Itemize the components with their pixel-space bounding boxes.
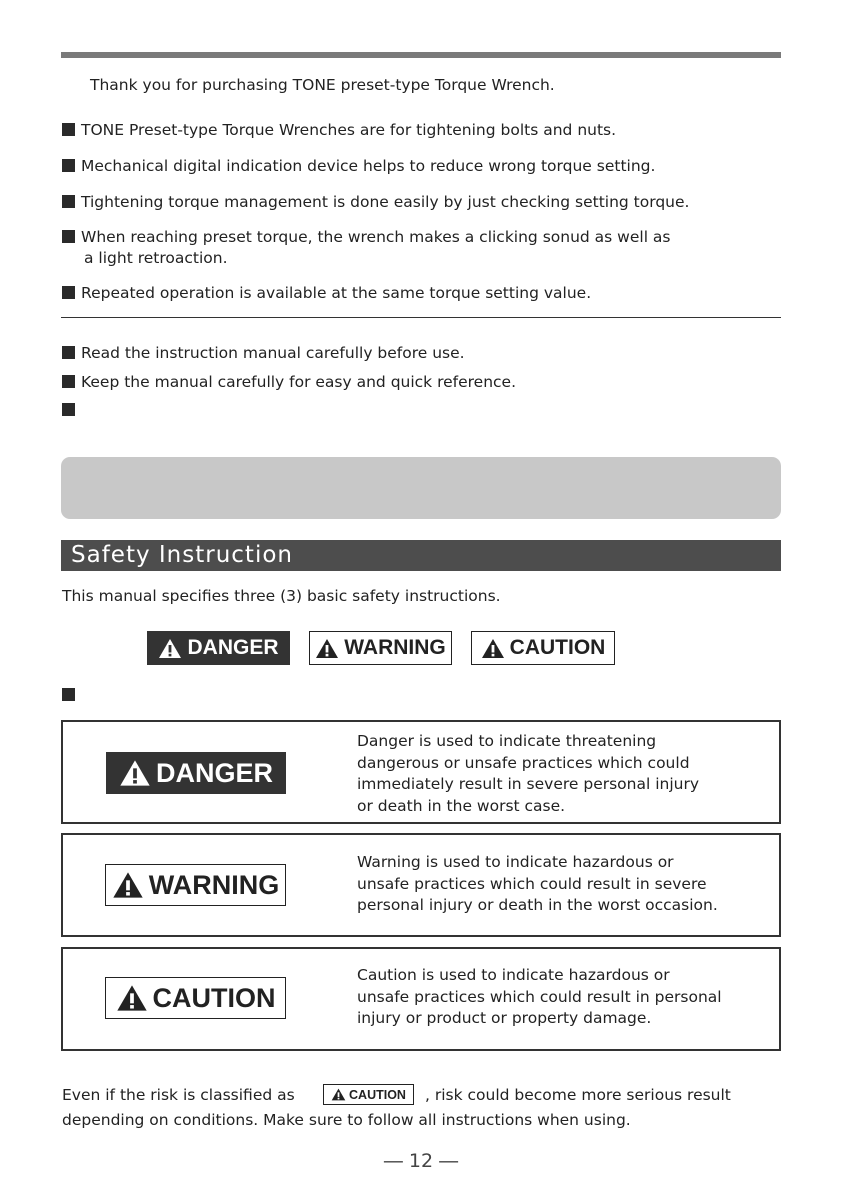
warning-triangle-icon <box>112 871 144 899</box>
caution-label-large: CAUTION <box>105 977 286 1019</box>
bullet-square-icon <box>62 159 75 172</box>
danger-panel <box>61 720 781 824</box>
caution-description: Caution is used to indicate hazardous or unsafe practices which could result in personal injury or product or property damage. <box>357 966 722 1027</box>
bullet-square-icon <box>62 123 75 136</box>
closing-text-line2: depending on conditions. Make sure to follow all instructions when using. <box>62 1111 631 1129</box>
note-item: Read the instruction manual carefully before use. <box>62 344 465 362</box>
blank-info-box <box>61 457 781 519</box>
bullet-square-icon <box>62 195 75 208</box>
bullet-square-icon <box>62 403 75 416</box>
closing-text-after: , risk could become more serious result <box>425 1086 731 1104</box>
bullet-square-icon <box>62 375 75 388</box>
section-title: Safety Instruction <box>61 540 781 571</box>
feature-item: Repeated operation is available at the same torque setting value. <box>62 283 591 304</box>
bullet-square-icon <box>62 286 75 299</box>
bullet-square-icon <box>62 688 75 701</box>
top-rule <box>61 52 781 58</box>
warning-panel <box>61 833 781 937</box>
page-number: ― 12 ― <box>383 1150 459 1172</box>
bullet-square-icon <box>62 346 75 359</box>
warning-label-large: WARNING <box>105 864 286 906</box>
intro-text: Thank you for purchasing TONE preset-type Torque Wrench. <box>90 76 555 94</box>
danger-label: DANGER <box>147 631 290 665</box>
warning-triangle-icon <box>158 638 182 659</box>
lead-text: This manual specifies three (3) basic safety instructions. <box>62 587 501 605</box>
feature-item: TONE Preset-type Torque Wrenches are for tightening bolts and nuts. <box>62 120 616 141</box>
divider <box>61 317 781 318</box>
caution-label: CAUTION <box>471 631 615 665</box>
danger-label-large: DANGER <box>106 752 286 794</box>
warning-triangle-icon <box>481 638 505 659</box>
feature-item: Tightening torque management is done easily by just checking setting torque. <box>62 192 689 213</box>
caution-panel <box>61 947 781 1051</box>
feature-item-continued: a light retroaction. <box>84 249 228 267</box>
warning-description: Warning is used to indicate hazardous or unsafe practices which could result in severe personal injury or death in the worst occasion. <box>357 853 718 914</box>
warning-triangle-icon <box>331 1088 346 1101</box>
note-item <box>62 686 81 704</box>
feature-item: Mechanical digital indication device helps to reduce wrong torque setting. <box>62 156 655 177</box>
warning-triangle-icon <box>116 984 148 1012</box>
feature-item: When reaching preset torque, the wrench makes a clicking sonud as well as <box>62 227 671 248</box>
danger-description: Danger is used to indicate threatening dangerous or unsafe practices which could immediately result in severe personal injury or death in the worst case. <box>357 732 700 815</box>
warning-triangle-icon <box>315 638 339 659</box>
note-item <box>62 401 81 419</box>
closing-text-before: Even if the risk is classified as <box>62 1086 295 1104</box>
note-item: Keep the manual carefully for easy and quick reference. <box>62 373 516 391</box>
bullet-square-icon <box>62 230 75 243</box>
caution-label-inline: CAUTION <box>323 1084 414 1105</box>
warning-label: WARNING <box>309 631 452 665</box>
warning-triangle-icon <box>119 759 151 787</box>
